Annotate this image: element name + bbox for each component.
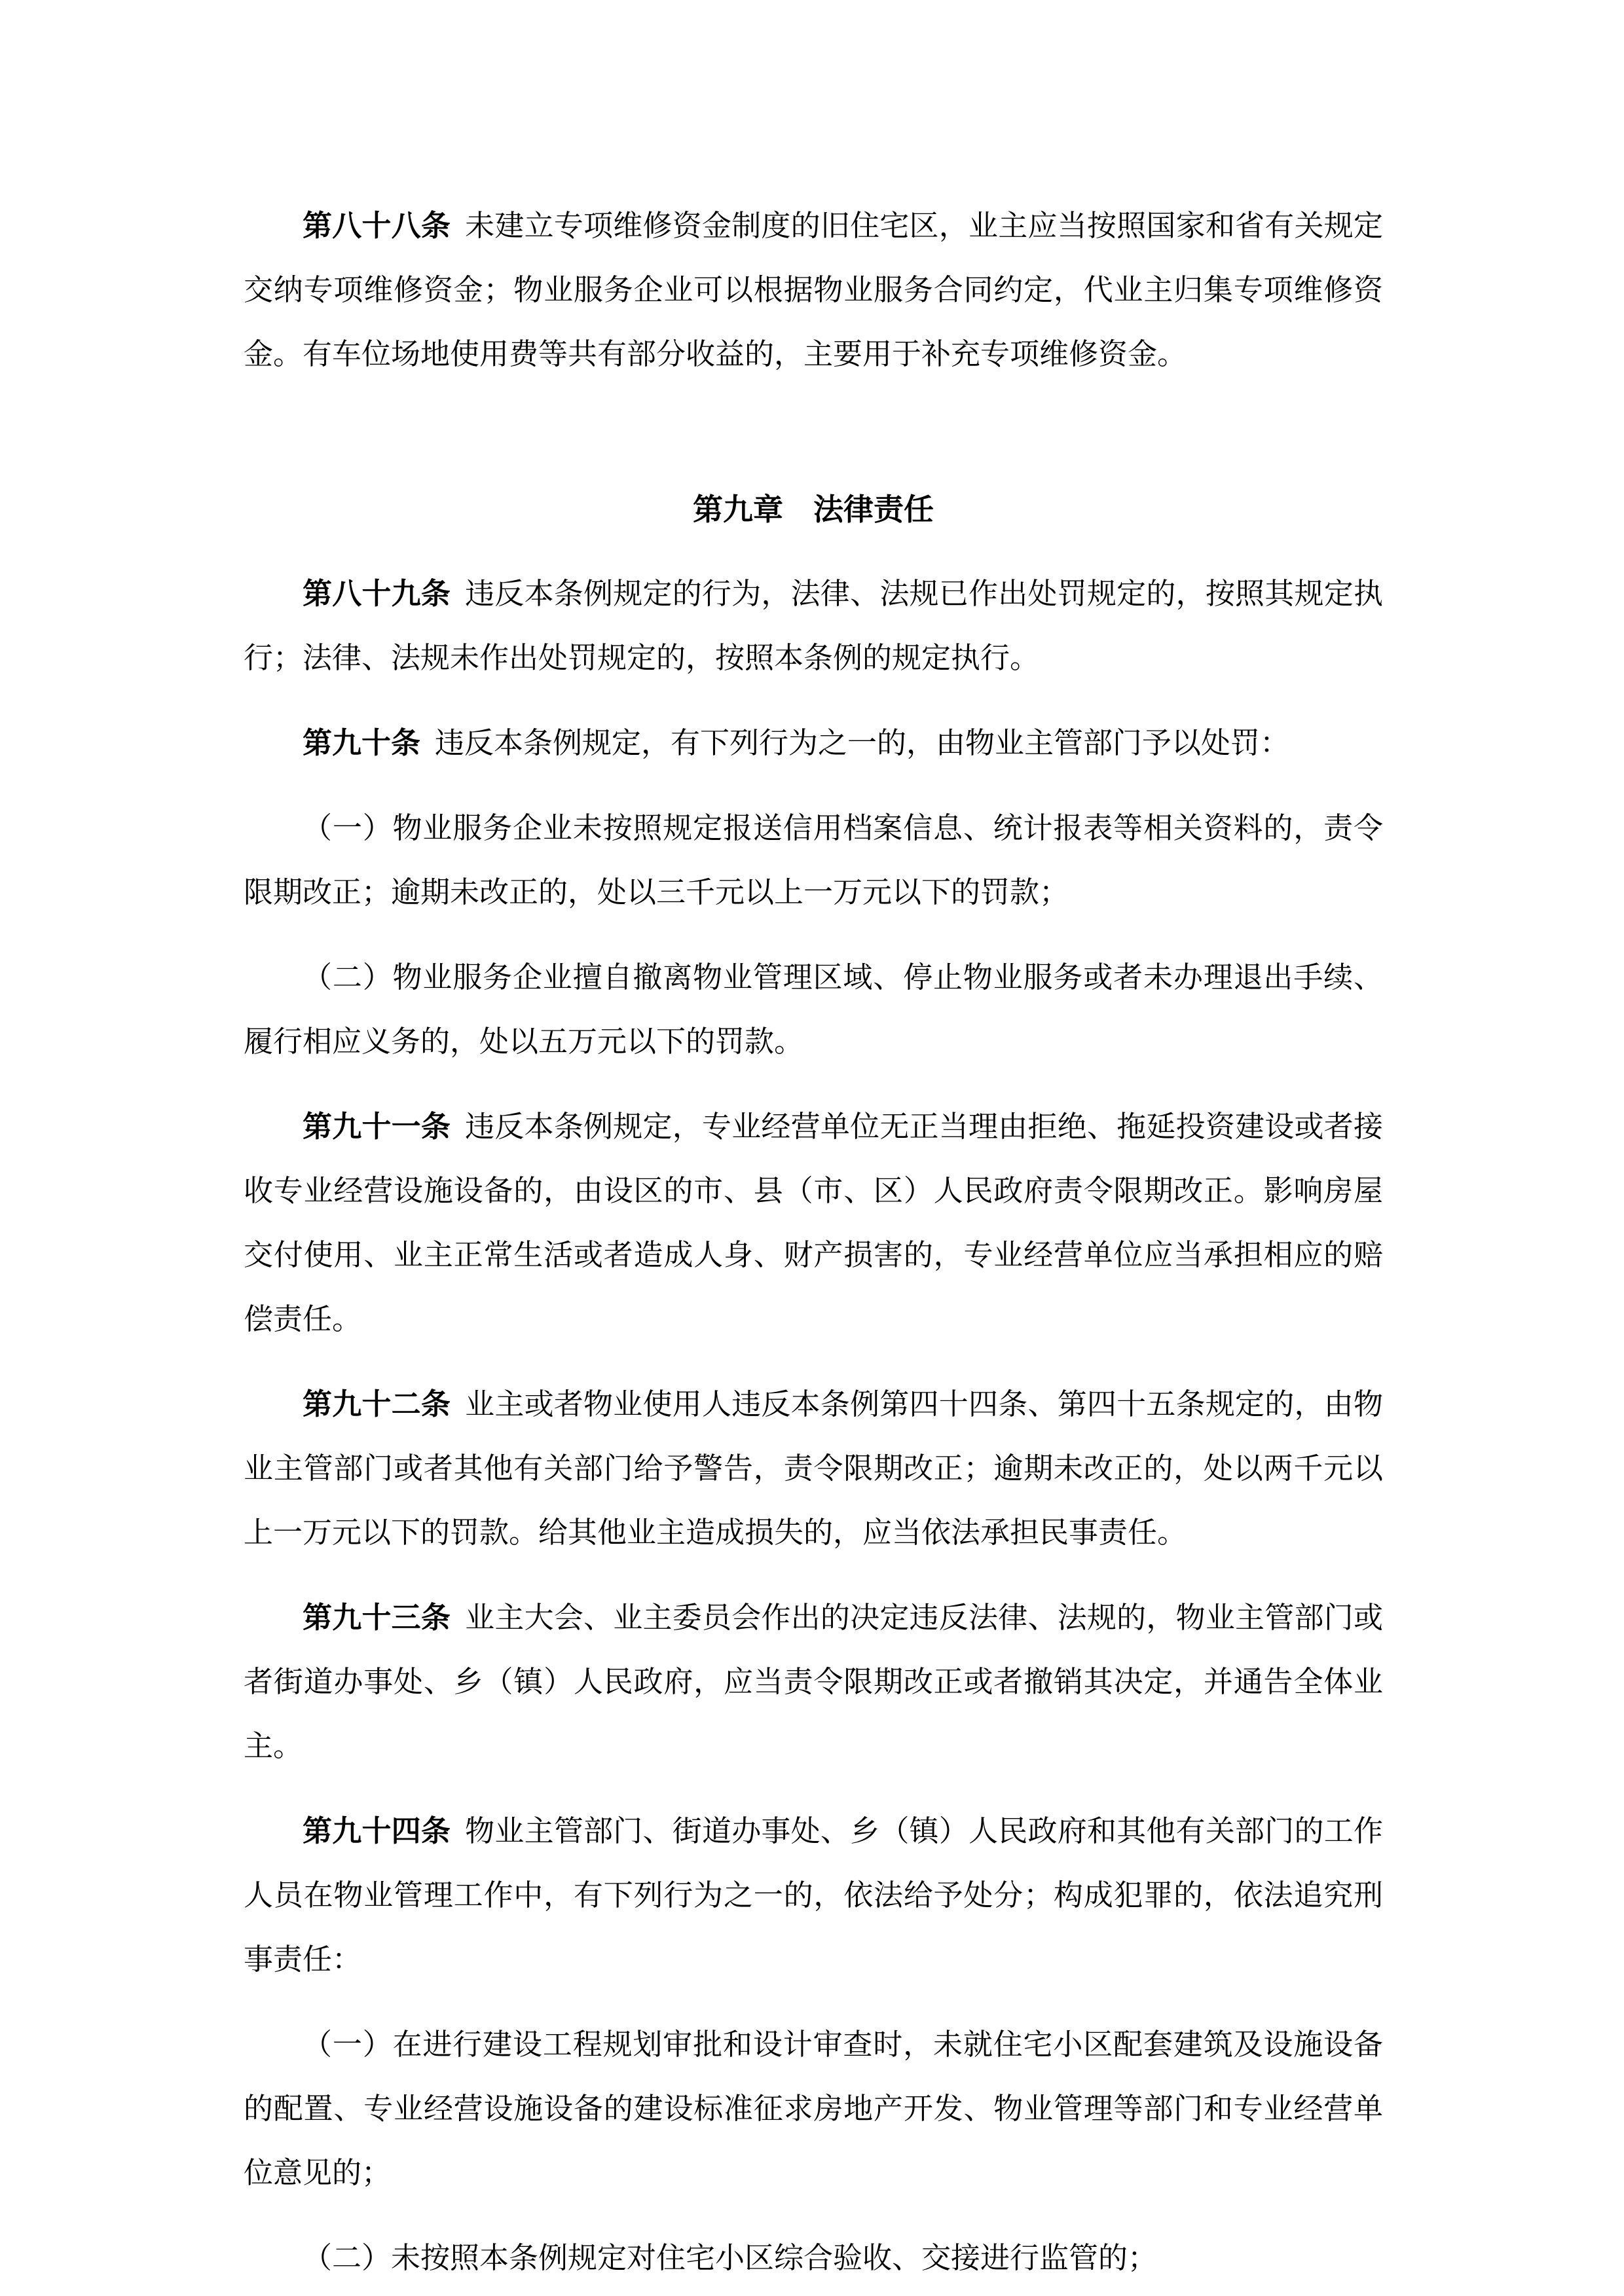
paragraph-article-92 [244, 1372, 1383, 1565]
chapter-heading [244, 478, 1383, 542]
paragraph-article-94 [244, 1799, 1383, 1992]
article-92-text: 业主或者物业使用人违反本条例第四十四条、第四十五条规定的，由物业主管部门或者其他有关部门给予警告，责令限期改正；逾期未改正的，处以两千元以上一万元以下的罚款。给其他业主造成损失的，应当依法承担民事责任。 [244, 1388, 1383, 1549]
article-94-item-1-text: （一）在进行建设工程规划审批和设计审查时，未就住宅小区配套建筑及设施设备的配置、专业经营设施设备的建设标准征求房地产开发、物业管理等部门和专业经营单位意见的； [244, 2028, 1383, 2189]
paragraph-article-89 [244, 562, 1383, 690]
article-91-number: 第九十一条 [303, 1110, 451, 1143]
article-90-item-2-text: （二）物业服务企业擅自撤离物业管理区域、停止物业服务或者未办理退出手续、履行相应义务的，处以五万元以下的罚款。 [244, 961, 1383, 1058]
article-89-number: 第八十九条 [303, 577, 451, 610]
paragraph-article-88 [244, 194, 1383, 386]
paragraph-article-94-item-2 [244, 2226, 1383, 2290]
article-92-number: 第九十二条 [303, 1388, 451, 1421]
article-90-item-1-text: （一）物业服务企业未按照规定报送信用档案信息、统计报表等相关资料的，责令限期改正；逾期未改正的，处以三千元以上一万元以下的罚款； [244, 812, 1383, 909]
article-88-text: 未建立专项维修资金制度的旧住宅区，业主应当按照国家和省有关规定交纳专项维修资金；物业服务企业可以根据物业服务合同约定，代业主归集专项维修资金。有车位场地使用费等共有部分收益的，主要用于补充专项维修资金。 [244, 210, 1383, 371]
article-94-number: 第九十四条 [303, 1815, 451, 1848]
article-91-text: 违反本条例规定，专业经营单位无正当理由拒绝、拖延投资建设或者接收专业经营设施设备的，由设区的市、县（市、区）人民政府责令限期改正。影响房屋交付使用、业主正常生活或者造成人身、财产损害的，专业经营单位应当承担相应的赔偿责任。 [244, 1110, 1383, 1336]
article-90-text: 违反本条例规定，有下列行为之一的，由物业主管部门予以处罚： [435, 727, 1290, 759]
paragraph-article-90-item-1 [244, 796, 1383, 924]
article-94-item-2-text: （二）未按照本条例规定对住宅小区综合验收、交接进行监管的； [303, 2242, 1158, 2274]
chapter-title: 法律责任 [813, 493, 934, 526]
paragraph-article-93 [244, 1586, 1383, 1778]
article-93-text: 业主大会、业主委员会作出的决定违反法律、法规的，物业主管部门或者街道办事处、乡（镇）人民政府，应当责令限期改正或者撤销其决定，并通告全体业主。 [244, 1601, 1383, 1762]
article-88-number: 第八十八条 [303, 210, 451, 242]
paragraph-article-91 [244, 1095, 1383, 1351]
paragraph-article-94-item-1 [244, 2013, 1383, 2205]
article-94-text: 物业主管部门、街道办事处、乡（镇）人民政府和其他有关部门的工作人员在物业管理工作中，有下列行为之一的，依法给予处分；构成犯罪的，依法追究刑事责任： [244, 1815, 1383, 1976]
article-90-number: 第九十条 [303, 727, 421, 759]
paragraph-article-90-item-2 [244, 945, 1383, 1074]
chapter-number: 第九章 [693, 493, 783, 526]
article-89-text: 违反本条例规定的行为，法律、法规已作出处罚规定的，按照其规定执行；法律、法规未作出处罚规定的，按照本条例的规定执行。 [244, 577, 1383, 674]
paragraph-article-90 [244, 711, 1383, 775]
article-93-number: 第九十三条 [303, 1601, 451, 1634]
